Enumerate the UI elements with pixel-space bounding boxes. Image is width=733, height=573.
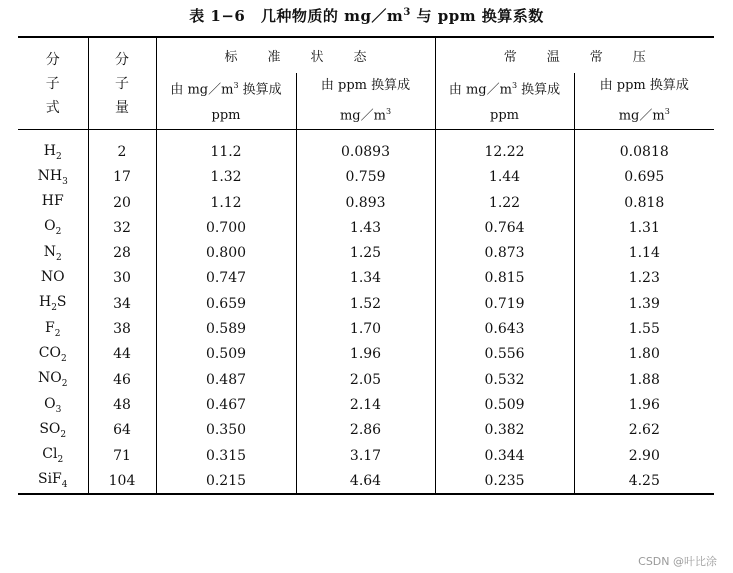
weight-cell: 30 <box>88 266 156 291</box>
weight-cell: 46 <box>88 367 156 392</box>
weight-header: 分 子 量 <box>88 37 156 130</box>
formula-cell: $Cl_2$ <box>42 446 64 465</box>
table-row <box>18 266 714 291</box>
formula-cell: $SO_2$ <box>39 420 67 440</box>
weight-cell: 28 <box>88 241 156 266</box>
std-ppm-to-mg-cell: 1.25 <box>296 241 435 266</box>
nor-ppm-to-mg-cell: 1.23 <box>574 266 714 291</box>
std-mg-to-ppm-cell: 0.659 <box>156 291 296 316</box>
nor-mg-to-ppm-cell: 0.556 <box>435 342 574 367</box>
std-ppm-to-mg-cell: 2.14 <box>296 392 435 417</box>
weight-cell: 44 <box>88 342 156 367</box>
std-mg-to-ppm-cell: 0.467 <box>156 392 296 417</box>
nor-mg-to-ppm-cell: 0.815 <box>435 266 574 291</box>
std-mg-to-ppm-cell: 0.315 <box>156 443 296 468</box>
std-mg-to-ppm-cell: 0.487 <box>156 367 296 392</box>
table-row <box>18 418 714 443</box>
weight-cell: 48 <box>88 392 156 417</box>
table-row <box>18 443 714 468</box>
nor-mg-to-ppm-cell: 0.509 <box>435 392 574 417</box>
watermark: CSDN @叶比涂 <box>638 555 717 568</box>
formula-cell: HF <box>41 193 64 210</box>
weight-cell: 32 <box>88 215 156 240</box>
nor-ppm-to-mg-cell: 0.818 <box>574 190 714 215</box>
std-mg-to-ppm-cell: 0.350 <box>156 418 296 443</box>
nor-ppm-to-mg-cell: 1.31 <box>574 215 714 240</box>
std-mg-to-ppm-header: 由 $mg/m^3$ 换算成 ppm <box>156 73 296 130</box>
nor-ppm-to-mg-cell: 1.96 <box>574 392 714 417</box>
weight-cell: 2 <box>88 130 156 165</box>
std-ppm-to-mg-cell: 1.96 <box>296 342 435 367</box>
std-mg-to-ppm-cell: 0.589 <box>156 316 296 341</box>
formula-cell: $H_2S$ <box>38 294 67 314</box>
std-mg-to-ppm-cell: 0.747 <box>156 266 296 291</box>
nor-ppm-to-mg-cell: 0.0818 <box>574 130 714 165</box>
formula-header: 分 子 式 <box>45 51 60 116</box>
table-row <box>18 316 714 341</box>
nor-ppm-to-mg-header: 由 ppm 换算成 $mg/m^3$ <box>574 73 714 130</box>
std-ppm-to-mg-cell: 1.70 <box>296 316 435 341</box>
weight-cell: 17 <box>88 165 156 190</box>
nor-mg-to-ppm-cell: 12.22 <box>435 130 574 165</box>
nor-mg-to-ppm-header: 由 $mg/m^3$ 换算成 ppm <box>435 73 574 130</box>
std-mg-to-ppm-cell: 0.509 <box>156 342 296 367</box>
nor-mg-to-ppm-cell: 0.873 <box>435 241 574 266</box>
std-ppm-to-mg-cell: 0.893 <box>296 190 435 215</box>
nor-ppm-to-mg-cell: 1.55 <box>574 316 714 341</box>
std-ppm-to-mg-cell: 1.34 <box>296 266 435 291</box>
weight-cell: 38 <box>88 316 156 341</box>
nor-mg-to-ppm-cell: 0.764 <box>435 215 574 240</box>
nor-mg-to-ppm-cell: 0.719 <box>435 291 574 316</box>
table-row <box>18 165 714 190</box>
table-row <box>18 130 714 165</box>
table-row <box>18 215 714 240</box>
std-ppm-to-mg-cell: 2.86 <box>296 418 435 443</box>
nor-mg-to-ppm-cell: 0.532 <box>435 367 574 392</box>
nor-ppm-to-mg-cell: 1.88 <box>574 367 714 392</box>
formula-cell: $O_3$ <box>44 395 62 415</box>
weight-cell: 20 <box>88 190 156 215</box>
nor-ppm-to-mg-cell: 2.90 <box>574 443 714 468</box>
nor-ppm-to-mg-cell: 1.80 <box>574 342 714 367</box>
formula-cell: $N_2$ <box>43 243 62 263</box>
nor-ppm-to-mg-cell: 1.39 <box>574 291 714 316</box>
nor-mg-to-ppm-cell: 0.235 <box>435 468 574 494</box>
std-ppm-to-mg-cell: 1.52 <box>296 291 435 316</box>
weight-cell: 34 <box>88 291 156 316</box>
nor-mg-to-ppm-cell: 0.344 <box>435 443 574 468</box>
nor-mg-to-ppm-cell: 0.382 <box>435 418 574 443</box>
std-mg-to-ppm-cell: 1.32 <box>156 165 296 190</box>
table-row <box>18 291 714 316</box>
nor-ppm-to-mg-cell: 1.14 <box>574 241 714 266</box>
nor-ppm-to-mg-cell: 0.695 <box>574 165 714 190</box>
standard-state-header: 标准状态 <box>156 37 435 73</box>
table-row <box>18 241 714 266</box>
formula-cell: NO <box>40 269 65 286</box>
formula-cell: $H_2$ <box>18 130 88 165</box>
formula-cell: $NO_2$ <box>38 370 68 390</box>
nor-ppm-to-mg-cell: 4.25 <box>574 468 714 494</box>
weight-cell: 104 <box>88 468 156 494</box>
std-mg-to-ppm-cell: 0.800 <box>156 241 296 266</box>
normal-state-header: 常温常压 <box>435 37 714 73</box>
table-row <box>18 392 714 417</box>
std-ppm-to-mg-cell: 3.17 <box>296 443 435 468</box>
std-ppm-to-mg-cell: 0.759 <box>296 165 435 190</box>
formula-cell: $NH_3$ <box>37 167 68 187</box>
std-ppm-to-mg-cell: 1.43 <box>296 215 435 240</box>
table-row <box>18 468 714 494</box>
conversion-table <box>18 36 714 495</box>
table-caption: 表 1−6 几种物质的 $mg/m^3$ 与 ppm 换算系数 <box>189 7 544 25</box>
weight-cell: 64 <box>88 418 156 443</box>
std-ppm-to-mg-cell: 2.05 <box>296 367 435 392</box>
nor-mg-to-ppm-cell: 0.643 <box>435 316 574 341</box>
std-mg-to-ppm-cell: 0.700 <box>156 215 296 240</box>
table-row <box>18 190 714 215</box>
weight-cell: 71 <box>88 443 156 468</box>
nor-mg-to-ppm-cell: 1.22 <box>435 190 574 215</box>
nor-ppm-to-mg-cell: 2.62 <box>574 418 714 443</box>
std-ppm-to-mg-cell: 4.64 <box>296 468 435 494</box>
formula-cell: SiF$_4$ <box>37 471 68 491</box>
std-ppm-to-mg-header: 由 ppm 换算成 $mg/m^3$ <box>296 73 435 130</box>
std-mg-to-ppm-cell: 1.12 <box>156 190 296 215</box>
table-row <box>18 342 714 367</box>
table-row <box>18 367 714 392</box>
std-ppm-to-mg-cell: 0.0893 <box>296 130 435 165</box>
formula-cell: $CO_2$ <box>38 344 67 364</box>
std-mg-to-ppm-cell: 11.2 <box>156 130 296 165</box>
formula-cell: $F_2$ <box>45 319 61 339</box>
nor-mg-to-ppm-cell: 1.44 <box>435 165 574 190</box>
formula-cell: $O_2$ <box>44 218 62 238</box>
std-mg-to-ppm-cell: 0.215 <box>156 468 296 494</box>
